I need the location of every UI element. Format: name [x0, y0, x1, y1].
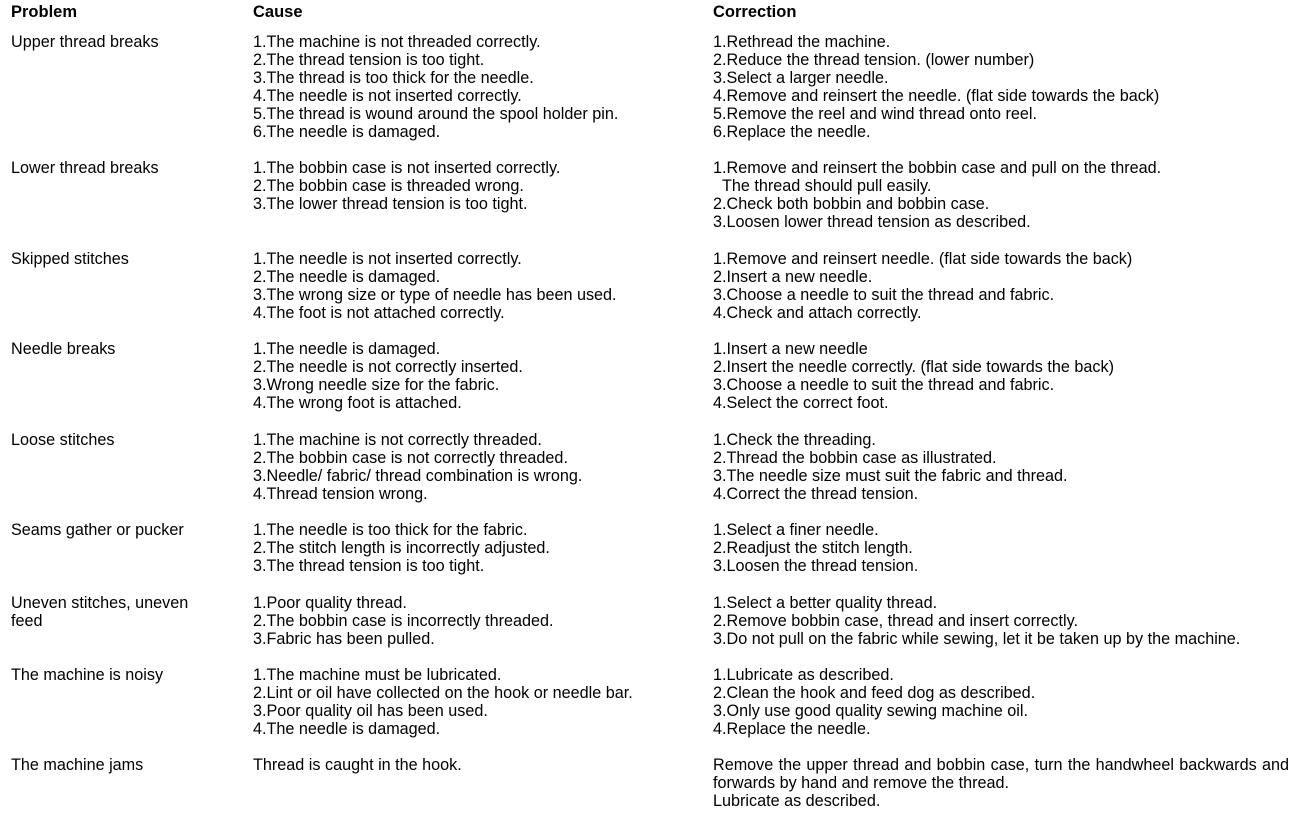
cause-cell-line: Thread is caught in the hook.: [253, 756, 462, 774]
cause-cell-line: 1.The machine is not threaded correctly.: [253, 33, 541, 51]
problem-cell: [11, 250, 221, 268]
cause-cell-line: 4.The wrong foot is attached.: [253, 394, 462, 413]
correction-cell: [713, 756, 1289, 810]
cause-cell-line: 2.The needle is damaged.: [253, 268, 441, 287]
correction-cell-line: 3.The needle size must suit the fabric and thread.: [713, 467, 1068, 486]
problem-cell-line: Lower thread breaks: [11, 159, 159, 177]
cause-cell-line: 1.The machine must be lubricated.: [253, 666, 502, 684]
correction-cell-line: 4.Replace the needle.: [713, 720, 871, 739]
cause-cell: [253, 666, 693, 738]
cause-cell-line: 2.The thread tension is too tight.: [253, 51, 485, 70]
correction-cell-line: 1.Lubricate as described.: [713, 666, 894, 684]
correction-cell-line: 4.Select the correct foot.: [713, 394, 889, 413]
problem-cell: [11, 756, 221, 774]
problem-cell-line: The machine jams: [11, 756, 144, 774]
correction-cell-line: 3.Do not pull on the fabric while sewing, let it be taken up by the machine.: [713, 630, 1241, 649]
problem-cell-line: Loose stitches: [11, 431, 115, 449]
correction-cell-line: 2.Remove bobbin case, thread and insert correctly.: [713, 612, 1079, 631]
correction-cell-line: The thread should pull easily.: [713, 177, 932, 196]
problem-cell-line: The machine is noisy: [11, 666, 164, 684]
cause-cell-line: 3.The thread is too thick for the needle.: [253, 69, 534, 88]
cause-cell-line: 1.Poor quality thread.: [253, 594, 407, 612]
problem-cell: [11, 594, 221, 630]
problem-cell-line: Needle breaks: [11, 340, 116, 358]
correction-cell-line: 3.Choose a needle to suit the thread and fabric.: [713, 286, 1055, 305]
correction-cell-line: 2.Insert the needle correctly. (flat side towards the back): [713, 358, 1114, 377]
header-correction: Correction: [713, 3, 797, 21]
correction-cell-line: 1.Rethread the machine.: [713, 33, 891, 51]
cause-cell-line: 2.The needle is not correctly inserted.: [253, 358, 523, 377]
correction-cell-line: 3.Loosen the thread tension.: [713, 557, 919, 576]
cause-cell-line: 1.The needle is damaged.: [253, 340, 441, 358]
correction-cell-line: Remove the upper thread and bobbin case, turn the handwheel backwards and forwards by hand and remove the thread.: [713, 756, 1289, 793]
correction-cell-line: 2.Thread the bobbin case as illustrated.: [713, 449, 997, 468]
correction-cell: [713, 159, 1289, 231]
cause-cell-line: 3.Fabric has been pulled.: [253, 630, 435, 649]
cause-cell: [253, 159, 693, 213]
problem-cell: [11, 159, 221, 177]
problem-cell-line: Seams gather or pucker: [11, 521, 184, 539]
correction-cell: [713, 666, 1289, 738]
cause-cell-line: 3.The thread tension is too tight.: [253, 557, 485, 576]
cause-cell-line: 3.Wrong needle size for the fabric.: [253, 376, 500, 395]
correction-cell-line: 1.Remove and reinsert the bobbin case and pull on the thread.: [713, 159, 1162, 177]
correction-cell-line: 4.Check and attach correctly.: [713, 304, 922, 323]
cause-cell-line: 2.The bobbin case is not correctly threaded.: [253, 449, 568, 468]
cause-cell-line: 2.Lint or oil have collected on the hook or needle bar.: [253, 684, 633, 703]
cause-cell-line: 1.The needle is too thick for the fabric.: [253, 521, 528, 539]
header-cause: Cause: [253, 3, 303, 21]
header-problem: Problem: [11, 3, 78, 21]
correction-cell: [713, 340, 1289, 412]
problem-cell: [11, 33, 221, 51]
correction-cell-line: 1.Remove and reinsert needle. (flat side towards the back): [713, 250, 1133, 268]
correction-cell: [713, 33, 1289, 142]
problem-cell-line: Skipped stitches: [11, 250, 129, 268]
correction-cell-line: 4.Remove and reinsert the needle. (flat side towards the back): [713, 87, 1160, 106]
cause-cell: [253, 250, 693, 322]
cause-cell: [253, 594, 693, 648]
correction-cell: [713, 250, 1289, 322]
problem-cell: [11, 340, 221, 358]
correction-cell: [713, 594, 1289, 648]
cause-cell-line: 1.The bobbin case is not inserted correctly.: [253, 159, 561, 177]
correction-cell-line: 1.Select a finer needle.: [713, 521, 879, 539]
cause-cell-line: 6.The needle is damaged.: [253, 123, 441, 142]
correction-cell-line: 3.Choose a needle to suit the thread and fabric.: [713, 376, 1055, 395]
correction-cell: [713, 431, 1289, 503]
problem-cell-line: feed: [11, 612, 43, 631]
correction-cell-line: 5.Remove the reel and wind thread onto reel.: [713, 105, 1037, 124]
correction-cell-line: 2.Check both bobbin and bobbin case.: [713, 195, 990, 214]
cause-cell-line: 4.The needle is not inserted correctly.: [253, 87, 522, 106]
correction-cell-line: 2.Readjust the stitch length.: [713, 539, 913, 558]
problem-cell-line: Uneven stitches, uneven: [11, 594, 189, 612]
cause-cell: [253, 33, 693, 142]
correction-cell-line: 3.Loosen lower thread tension as described.: [713, 213, 1031, 232]
cause-cell-line: 2.The stitch length is incorrectly adjusted.: [253, 539, 550, 558]
cause-cell-line: 4.Thread tension wrong.: [253, 485, 428, 504]
problem-cell-line: Upper thread breaks: [11, 33, 159, 51]
correction-cell-line: 3.Only use good quality sewing machine oil.: [713, 702, 1028, 721]
cause-cell: [253, 431, 693, 503]
correction-cell-line: 2.Clean the hook and feed dog as described.: [713, 684, 1036, 703]
cause-cell-line: 2.The bobbin case is incorrectly threaded.: [253, 612, 554, 631]
cause-cell: [253, 756, 693, 774]
correction-cell-line: 1.Insert a new needle: [713, 340, 868, 358]
problem-cell: [11, 521, 221, 539]
cause-cell-line: 3.The lower thread tension is too tight.: [253, 195, 528, 214]
cause-cell-line: 3.Needle/ fabric/ thread combination is wrong.: [253, 467, 583, 486]
problem-cell: [11, 431, 221, 449]
correction-cell: [713, 521, 1289, 575]
cause-cell-line: 1.The needle is not inserted correctly.: [253, 250, 522, 268]
correction-cell-line: 2.Insert a new needle.: [713, 268, 873, 287]
cause-cell-line: 4.The needle is damaged.: [253, 720, 441, 739]
cause-cell-line: 5.The thread is wound around the spool holder pin.: [253, 105, 619, 124]
correction-cell-line: 1.Select a better quality thread.: [713, 594, 938, 612]
correction-cell-line: 4.Correct the thread tension.: [713, 485, 919, 504]
cause-cell-line: 2.The bobbin case is threaded wrong.: [253, 177, 524, 196]
correction-cell-line: Lubricate as described.: [713, 792, 881, 811]
problem-cell: [11, 666, 221, 684]
correction-cell-line: 6.Replace the needle.: [713, 123, 871, 142]
cause-cell-line: 3.The wrong size or type of needle has been used.: [253, 286, 617, 305]
cause-cell: [253, 340, 693, 412]
cause-cell-line: 4.The foot is not attached correctly.: [253, 304, 505, 323]
cause-cell: [253, 521, 693, 575]
correction-cell-line: 1.Check the threading.: [713, 431, 876, 449]
cause-cell-line: 1.The machine is not correctly threaded.: [253, 431, 542, 449]
cause-cell-line: 3.Poor quality oil has been used.: [253, 702, 488, 721]
correction-cell-line: 3.Select a larger needle.: [713, 69, 889, 88]
correction-cell-line: 2.Reduce the thread tension. (lower number): [713, 51, 1035, 70]
